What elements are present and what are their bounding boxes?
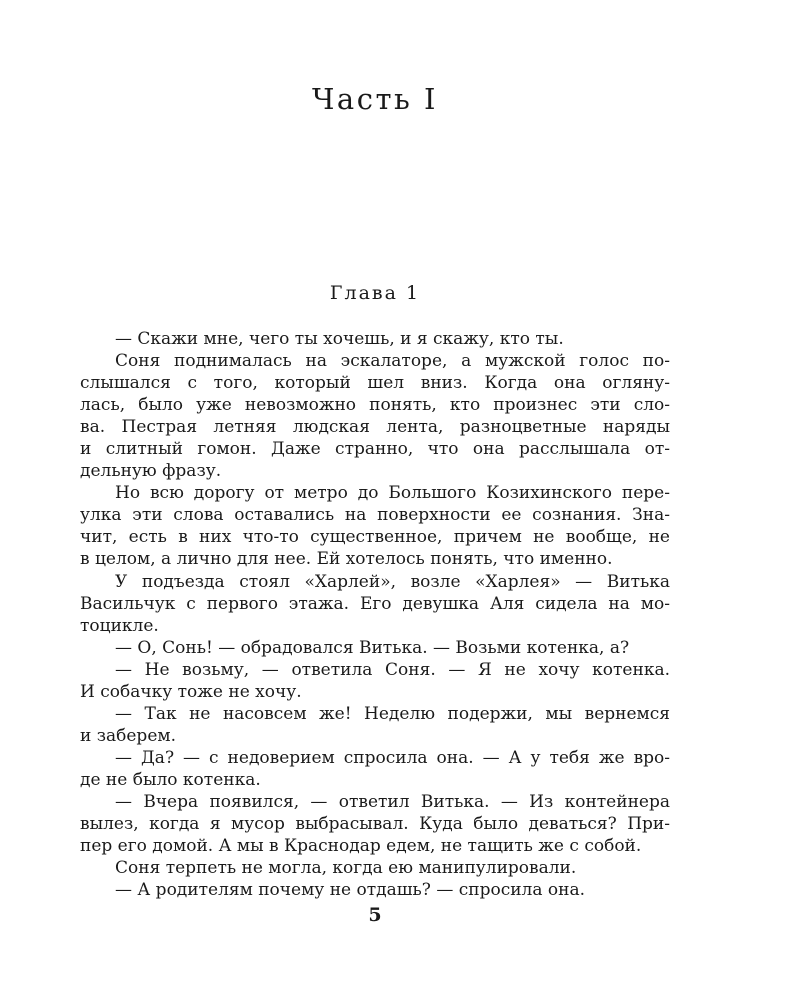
text-line: дельную фразу. [80,461,222,482]
chapter-text [80,328,670,901]
text-line: лась, было уже невозможно понять, кто произнес эти сло- [80,395,670,416]
text-line: и заберем. [80,725,177,746]
text-line: чит, есть в них что-то существенное, причем не вообще, не [80,527,670,548]
text-line: — Вчера появился, — ответил Витька. — Из контейнера [115,791,670,812]
text-line: И собачку тоже не хочу. [80,681,302,702]
text-line: пер его домой. А мы в Краснодар едем, не тащить же с собой. [80,836,642,857]
text-line: — Скажи мне, чего ты хочешь, и я скажу, кто ты. [115,329,564,349]
text-line: Но всю дорогу от метро до Большого Козихинского пере- [115,483,670,504]
text-line: и слитный гомон. Даже странно, что она расслышала от- [80,439,670,460]
text-line: — Да? — с недоверием спросила она. — А у тебя же вро- [115,747,670,768]
text-line: улка эти слова оставались на поверхности ее сознания. Зна- [80,505,670,526]
text-line: ва. Пестрая летняя людская лента, разноцветные наряды [80,417,670,438]
text-line: тоцикле. [80,615,159,636]
text-line: слышался с того, который шел вниз. Когда она огляну- [80,373,670,394]
text-line: — Так не насовсем же! Неделю подержи, мы вернемся [115,703,670,724]
part-title: Часть I [312,82,438,116]
text-line: Васильчук с первого этажа. Его девушка Аля сидела на мо- [80,593,670,614]
text-line: Соня поднималась на эскалаторе, а мужской голос по- [115,351,670,372]
text-line: вылез, когда я мусор выбрасывал. Куда было деваться? При- [80,814,670,835]
text-line: Соня терпеть не могла, когда ею манипулировали. [115,858,577,879]
text-line: в целом, а лично для нее. Ей хотелось понять, что именно. [80,549,613,570]
text-line: — Не возьму, — ответила Соня. — Я не хочу котенка. [115,659,670,680]
chapter-title: Глава 1 [329,282,421,304]
page-number: 5 [368,904,382,926]
text-line: — О, Сонь! — обрадовался Витька. — Возьми котенка, а? [115,637,630,658]
text-line: У подъезда стоял «Харлей», возле «Харлея» — Витька [115,571,670,592]
text-line: — А родителям почему не отдашь? — спросила она. [115,880,585,901]
text-line: де не было котенка. [80,769,261,790]
